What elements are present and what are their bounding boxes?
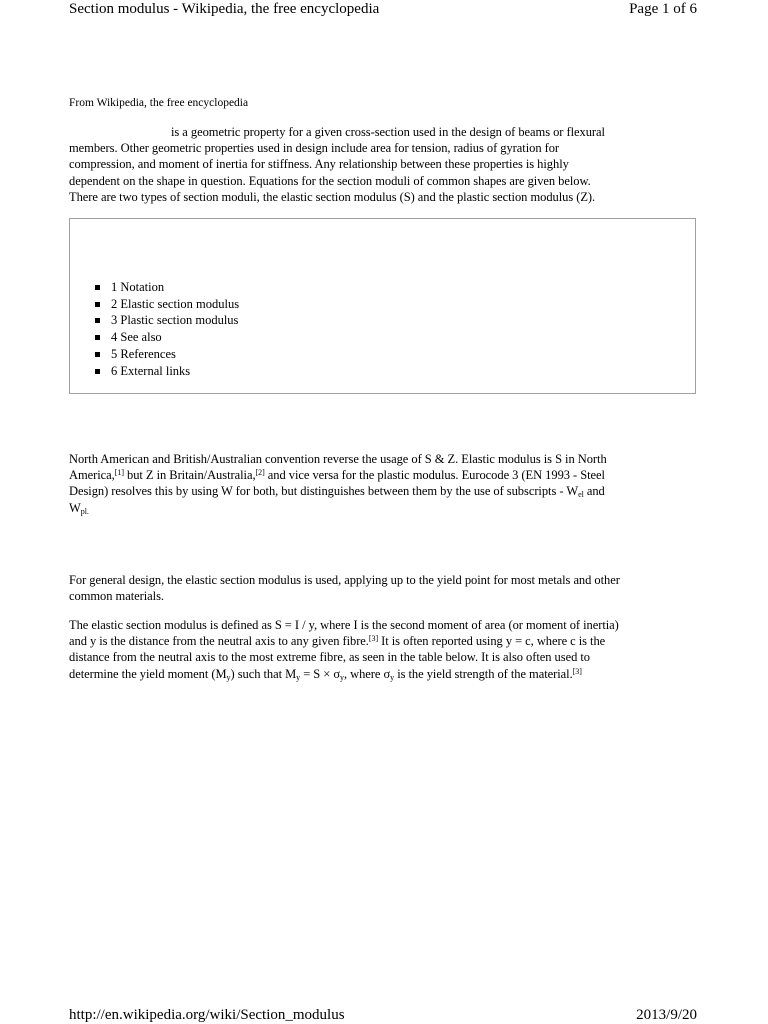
intro-paragraph <box>69 124 709 205</box>
source-line: From Wikipedia, the free encyclopedia <box>69 97 249 109</box>
bullet-icon <box>95 352 100 357</box>
notation-line-3: Design) resolves this by using W for both, but distinguishes between them by the use of subscripts - $W_{el}$ and <box>69 484 605 500</box>
intro-line-4: dependent on the shape in question. Equations for the section moduli of common shapes are given below. <box>69 173 591 188</box>
footer-date: 2013/9/20 <box>636 1007 697 1023</box>
elastic-p2-line-2: and y is the distance from the neutral axis to any given fibre.[3] It is often reported using y = c, where c is the <box>69 634 606 649</box>
intro-line-2: members. Other geometric properties used in design include area for tension, radius of gyration for <box>69 141 560 156</box>
footer-url: http://en.wikipedia.org/wiki/Section_modulus <box>69 1007 345 1023</box>
page-number: Page 1 of 6 <box>629 1 697 17</box>
subscript-el: el <box>578 490 584 500</box>
reference-link-3[interactable]: [3] <box>368 634 379 644</box>
toc-item-plastic-section-modulus[interactable]: 3 Plastic section modulus <box>94 312 239 329</box>
toc-list <box>94 279 239 379</box>
elastic-p2-line-1: The elastic section modulus is defined as S = I / y, where I is the second moment of area (or moment of inertia) <box>69 618 619 632</box>
notation-line-2: America,[1] but Z in Britain/Australia,[2] and vice versa for the plastic modulus. Eurocode 3 (EN 1993 - Steel <box>69 468 605 483</box>
elastic-paragraph-1 <box>69 572 709 604</box>
elastic-p1-line-2: common materials. <box>69 589 164 604</box>
intro-line-3: compression, and moment of inertia for stiffness. Any relationship between these properties is highly <box>69 157 569 172</box>
elastic-p1-line-1: For general design, the elastic section modulus is used, applying up to the yield point for most metals and other <box>69 573 620 587</box>
notation-paragraph <box>69 451 709 516</box>
reference-link-2[interactable]: [2] <box>255 468 265 478</box>
subscript-y: y <box>390 672 395 682</box>
toc-item-see-also[interactable]: 4 See also <box>94 329 239 346</box>
bullet-icon <box>95 335 100 340</box>
table-of-contents <box>69 218 696 394</box>
reference-link-1[interactable]: [1] <box>114 468 124 478</box>
elastic-p2-line-4: determine the yield moment $(M_y)$ such that $M_y = S \times \sigma_y$, where $\sigma_y$ is the yield strength of the material.[3] <box>69 666 582 682</box>
intro-line-1: is a geometric property for a given cross-section used in the design of beams or flexural <box>171 125 605 139</box>
bullet-icon <box>95 318 100 323</box>
toc-item-references[interactable]: 5 References <box>94 346 239 363</box>
notation-line-4: $W_{pl.}$ <box>69 500 89 516</box>
subscript-y: y <box>296 672 301 682</box>
page-header-title: Section modulus - Wikipedia, the free encyclopedia <box>69 1 380 17</box>
elastic-paragraph-2 <box>69 617 709 682</box>
toc-item-notation[interactable]: 1 Notation <box>94 279 239 296</box>
bullet-icon <box>95 369 100 374</box>
notation-line-1: North American and British/Australian convention reverse the usage of S & Z. Elastic modulus is S in North <box>69 452 607 466</box>
subscript-y: y <box>340 672 344 682</box>
bullet-icon <box>95 302 100 307</box>
toc-item-elastic-section-modulus[interactable]: 2 Elastic section modulus <box>94 296 239 313</box>
elastic-p2-line-3: distance from the neutral axis to the most extreme fibre, as seen in the table below. It is also often used to <box>69 650 590 665</box>
subscript-pl: pl. <box>80 506 89 516</box>
toc-item-external-links[interactable]: 6 External links <box>94 363 239 380</box>
subscript-y: y <box>226 672 231 682</box>
reference-link-3[interactable]: [3] <box>572 666 582 676</box>
bullet-icon <box>95 285 100 290</box>
intro-line-5: There are two types of section moduli, the elastic section modulus (S) and the plastic section modulus (Z). <box>69 189 596 204</box>
